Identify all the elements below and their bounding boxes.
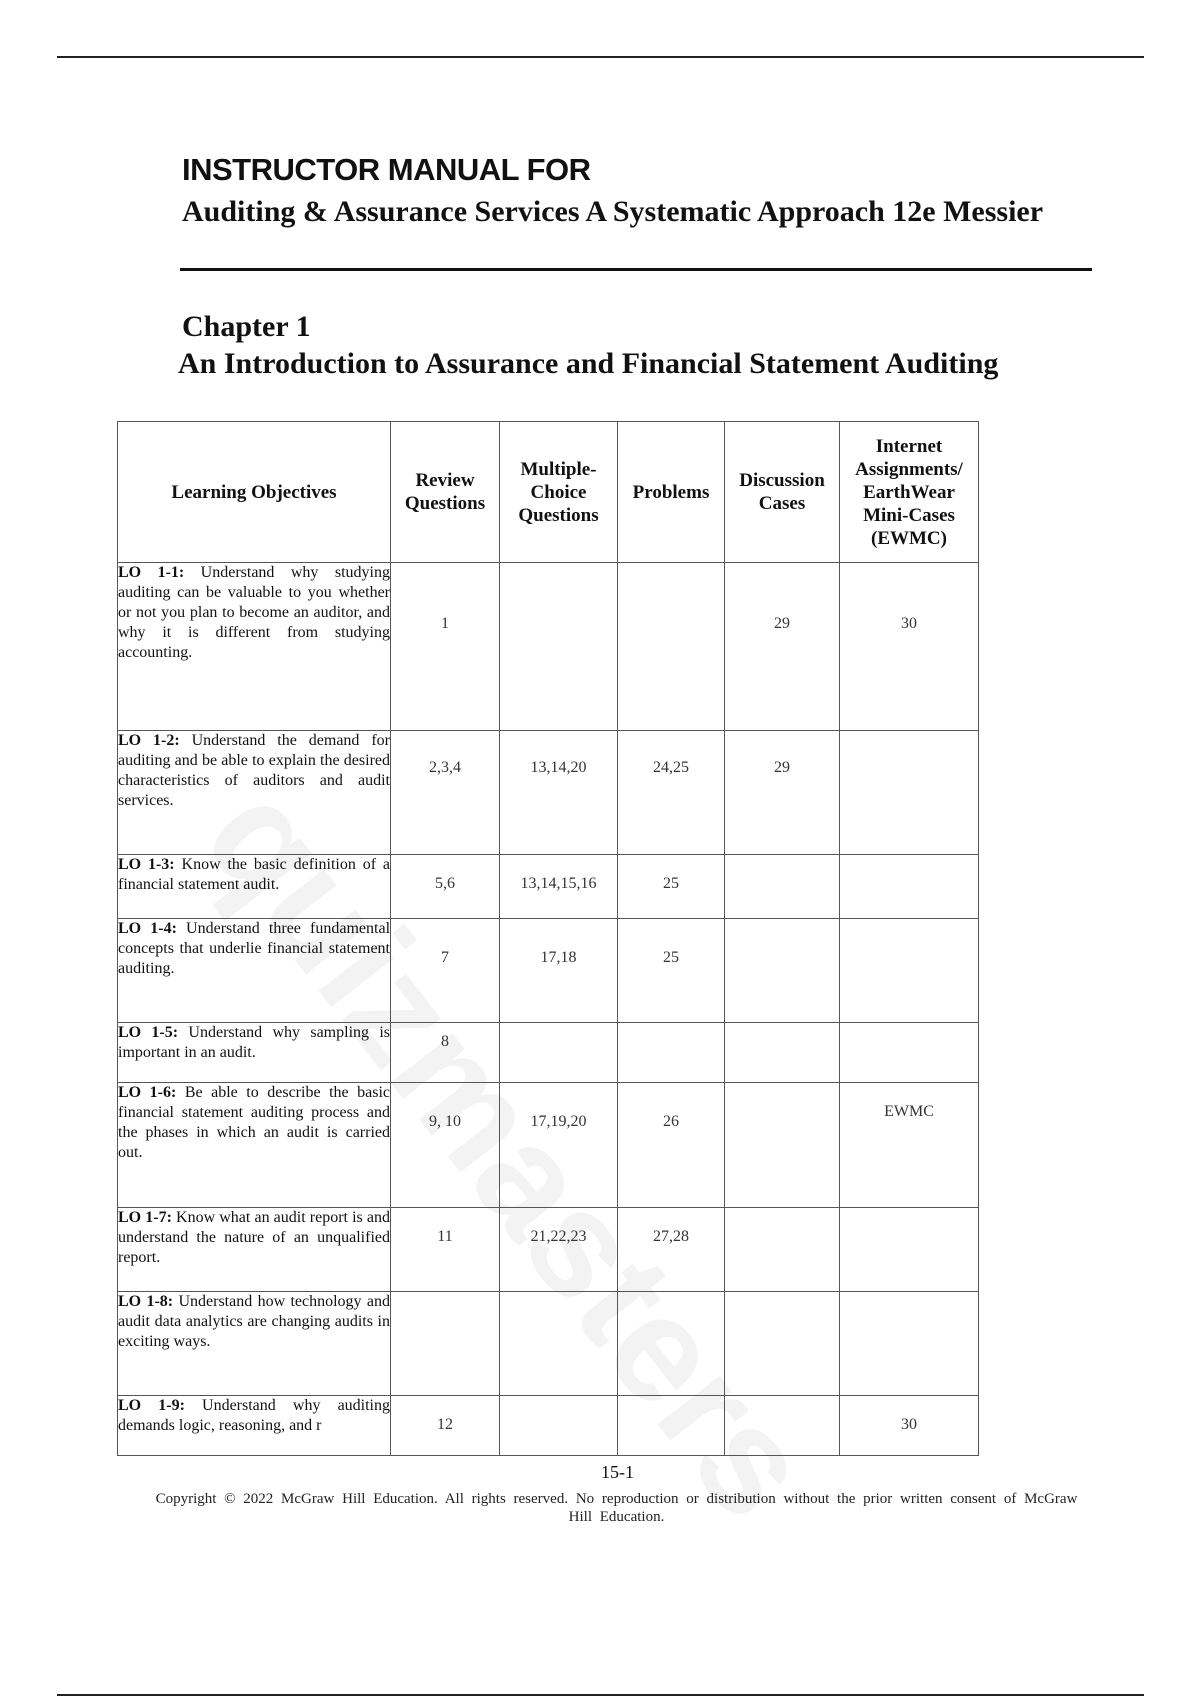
problems-cell (618, 1292, 725, 1396)
lo-text: Be able to describe the basic financial statement auditing process and the phases in which an audit is carried out. (118, 1084, 391, 1161)
internet-cell (840, 731, 979, 855)
problems-cell: 25 (618, 919, 725, 1023)
objective-cell (118, 731, 391, 855)
lo-code: LO 1-6: (118, 1084, 177, 1101)
lo-text: Understand why auditing demands logic, reasoning, and r (118, 1397, 390, 1434)
header-internet-assignments: Internet Assignments/ EarthWear Mini-Cases (EWMC) (840, 422, 979, 563)
review-cell: 2,3,4 (391, 731, 500, 855)
internet-cell (840, 1292, 979, 1396)
lo-text: Understand three fundamental concepts that underlie financial statement auditing. (118, 920, 391, 977)
objective-cell (118, 919, 391, 1023)
mc-cell (500, 1292, 618, 1396)
table-row (118, 1292, 979, 1396)
objective-cell (118, 1208, 391, 1292)
mc-cell (500, 563, 618, 731)
page-number: 15-1 (601, 1462, 634, 1482)
review-cell: 11 (391, 1208, 500, 1292)
table-row (118, 919, 979, 1023)
table-row (118, 563, 979, 731)
objective-cell (118, 1292, 391, 1396)
problems-cell: 27,28 (618, 1208, 725, 1292)
internet-cell (840, 1208, 979, 1292)
chapter-title: An Introduction to Assurance and Financial Statement Auditing (178, 347, 999, 380)
table-row (118, 1396, 979, 1456)
internet-cell: EWMC (840, 1083, 979, 1208)
objective-cell (118, 1396, 391, 1456)
lo-text: Understand why studying auditing can be valuable to you whether or not you plan to become an auditor, and why it is different from studying accounting. (118, 564, 390, 661)
cases-cell (725, 919, 840, 1023)
review-cell: 12 (391, 1396, 500, 1456)
header-problems: Problems (618, 422, 725, 563)
review-cell (391, 1292, 500, 1396)
manual-title: INSTRUCTOR MANUAL FOR (182, 152, 591, 187)
lo-text: Understand the demand for auditing and be able to explain the desired characteristics of auditors and audit services. (118, 732, 390, 809)
cases-cell: 29 (725, 563, 840, 731)
table-row (118, 1023, 979, 1083)
table-row (118, 1208, 979, 1292)
lo-code: LO 1-9: (118, 1397, 185, 1414)
problems-cell (618, 1023, 725, 1083)
review-cell: 5,6 (391, 855, 500, 919)
internet-cell: 30 (840, 563, 979, 731)
lo-text: Know what an audit report is and understand the nature of an unqualified report. (118, 1209, 390, 1266)
lo-code: LO 1-4: (118, 920, 177, 937)
mc-cell: 13,14,20 (500, 731, 618, 855)
lo-text: Understand why sampling is important in an audit. (118, 1024, 390, 1061)
mc-cell: 21,22,23 (500, 1208, 618, 1292)
header-multiple-choice: Multiple-Choice Questions (500, 422, 618, 563)
header-learning-objectives: Learning Objectives (118, 422, 391, 563)
table-header-row (118, 422, 979, 563)
mc-cell: 17,19,20 (500, 1083, 618, 1208)
bottom-rule (57, 1694, 1144, 1696)
header-review-questions: Review Questions (391, 422, 500, 563)
mc-cell: 13,14,15,16 (500, 855, 618, 919)
lo-code: LO 1-8: (118, 1293, 174, 1310)
copyright-notice: Copyright © 2022 McGraw Hill Education. All rights reserved. No reproduction or distribution without the prior written consent of McGraw Hill Education. (155, 1491, 1078, 1525)
table-row (118, 731, 979, 855)
problems-cell (618, 1396, 725, 1456)
cases-cell (725, 1023, 840, 1083)
problems-cell: 25 (618, 855, 725, 919)
mc-cell (500, 1023, 618, 1083)
table-row (118, 1083, 979, 1208)
lo-code: LO 1-7: (118, 1209, 172, 1226)
top-rule (57, 56, 1144, 58)
cases-cell (725, 1208, 840, 1292)
lo-code: LO 1-5: (118, 1024, 179, 1041)
book-title: Auditing & Assurance Services A Systematic Approach 12e Messier (182, 195, 1044, 228)
internet-cell (840, 1023, 979, 1083)
cases-cell (725, 1083, 840, 1208)
lo-text: Know the basic definition of a financial statement audit. (118, 856, 391, 893)
chapter-label: Chapter 1 (182, 310, 311, 343)
review-cell: 9, 10 (391, 1083, 500, 1208)
objective-cell (118, 855, 391, 919)
internet-cell (840, 919, 979, 1023)
cases-cell: 29 (725, 731, 840, 855)
lo-code: LO 1-3: (118, 856, 175, 873)
lo-code: LO 1-1: (118, 564, 185, 581)
review-cell: 8 (391, 1023, 500, 1083)
mc-cell (500, 1396, 618, 1456)
cases-cell (725, 1292, 840, 1396)
internet-cell: 30 (840, 1396, 979, 1456)
objective-cell (118, 563, 391, 731)
learning-objectives-table (117, 421, 979, 1456)
problems-cell: 24,25 (618, 731, 725, 855)
internet-cell (840, 855, 979, 919)
objective-cell (118, 1083, 391, 1208)
objective-cell (118, 1023, 391, 1083)
cases-cell (725, 855, 840, 919)
review-cell: 1 (391, 563, 500, 731)
lo-code: LO 1-2: (118, 732, 180, 749)
lo-text: Understand how technology and audit data analytics are changing audits in exciting ways. (118, 1293, 390, 1350)
cases-cell (725, 1396, 840, 1456)
problems-cell (618, 563, 725, 731)
problems-cell: 26 (618, 1083, 725, 1208)
table-row (118, 855, 979, 919)
review-cell: 7 (391, 919, 500, 1023)
mc-cell: 17,18 (500, 919, 618, 1023)
title-underline (180, 268, 1092, 271)
header-discussion-cases: Discussion Cases (725, 422, 840, 563)
